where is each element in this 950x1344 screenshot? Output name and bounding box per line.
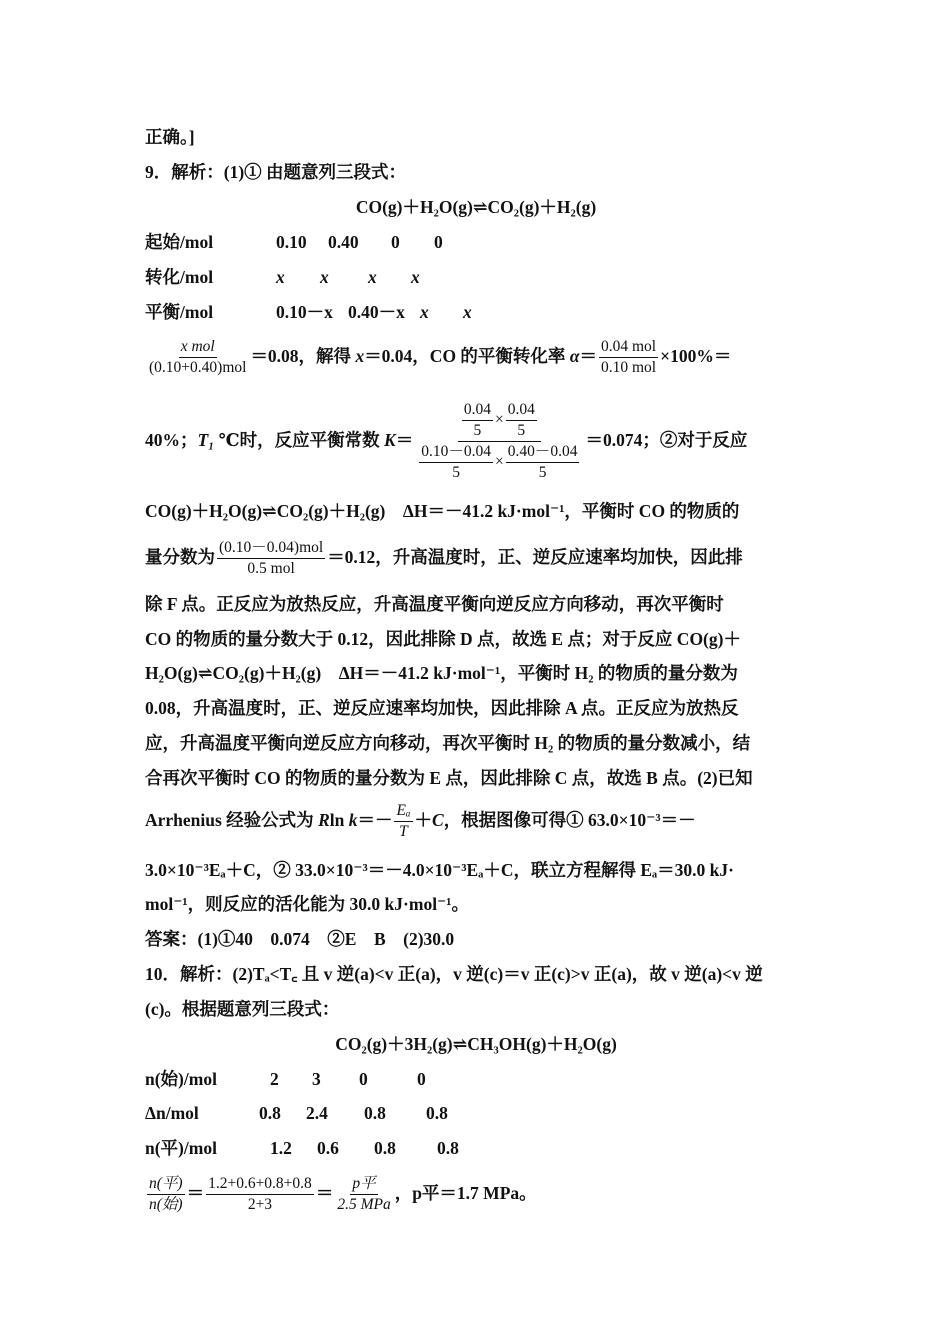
formula-line: Arrhenius 经验公式为 Rln k＝－ $\frac{\text{Eₐ}}{T}$ ＋C，根据图像可得① 63.0×10⁻³＝－	[145, 802, 696, 841]
fraction: $\frac{\text{Eₐ}}{T}$	[396, 802, 411, 841]
document-page: 正确。] 9．解析：(1)① 由题意列三段式： CO(g)＋H₂O(g)⇌CO₂(g)＋H₂(g) 起始/mol 0.10 0.40 0 0 转化/mol x x x x 平衡/mol 0.10－x 0.40－x x x $\frac{\text{x mol}}{\text{(0.10+0.40)mol}}$ ＝0.08，解得 x＝0.04，CO 的平衡转化率 α＝ $\frac{\text{0.04 mol}}{\text{0.10 mol}}$ ×100%＝ 40%；T₁ ℃时，反应平衡常数 K＝ $\frac{0.04}{5}$ × $\frac{0.04}{5}$ $\frac{0.10-0.04}{5}$ × $\frac{0.40-0.04}{5}$ ＝0.074；②对于反应 CO(g)＋H₂O(g)⇌CO₂(g)＋H₂(g) ΔH＝－41.2 kJ·mol⁻¹，平衡时 CO 的物质的 量分数为 $\frac{\text{(0.10－0.04)mol}}{\text{0.5 mol}}$ ＝0.12，升高温度时，正、逆反应速率均加快，因此排 除 F 点。正反应为放热反应，升高温度平衡向逆反应方向移动，再次平衡时 CO 的物质的量分数大于 0.12，因此排除 D 点，故选 E 点；对于反应 CO(g)＋ H₂O(g)⇌CO₂(g)＋H₂(g) ΔH＝－41.2 kJ·mol⁻¹，平衡时 H₂ 的物质的量分数为 0.08，升高温度时，正、逆反应速率均加快，因此排除 A 点。正反应为放热反 应，升高温度平衡向逆反应方向移动，再次平衡时 H₂ 的物质的量分数减小，结 合再次平衡时 CO 的物质的量分数为 E 点，因此排除 C 点，故选 B 点。(2)已知 Arrhenius 经验公式为 Rln k＝－ $\frac{\text{Eₐ}}{T}$ ＋C，根据图像可得① 63.0×10⁻³＝－ 3.0×10⁻³Eₐ＋C，② 33.0×10⁻³＝－4.0×10⁻³Eₐ＋C，联立方程解得 Eₐ＝30.0 kJ· mol⁻¹，则反应的活化能为 30.0 kJ·mol⁻¹。 答案：(1)①40 0.074 ②E B (2)30.0 10．解析：(2)Tₐ<T꜀ 且 v 逆(a)<v 正(a)，v 逆(c)＝v 正(c)>v 正(a)，故 v 逆(a)<v 逆 (c)。根据题意列三段式： CO₂(g)＋3H₂(g)⇌CH₃OH(g)＋H₂O(g) n(始)/mol 2 3 0 0 Δn/mol 0.8 2.4 0.8 0.8 n(平)/mol 1.2 0.6 0.8 0.8 $\frac{\text{n(平)}}{\text{n(始)}}$ ＝ $\frac{1.2+0.6+0.8+0.8}{2+3}$ ＝ $\frac{\text{p平}}{\text{2.5 MPa}}$ ，p平＝1.7 MPa。	[0, 0, 950, 1344]
text-line: 10．解析：(2)Tₐ<T꜀ 且 v 逆(a)<v 正(a)，v 逆(c)＝v 正(c)>v 正(a)，故 v 逆(a)<v 逆	[145, 964, 763, 984]
text-line: (c)。根据题意列三段式：	[145, 999, 340, 1019]
fraction: $\frac{\text{n(平)}}{\text{n(始)}}$	[149, 1175, 183, 1214]
text-line: 9．解析：(1)① 由题意列三段式：	[145, 162, 407, 182]
fraction: $\frac{\text{p平}}{\text{2.5 MPa}}$	[337, 1175, 391, 1214]
equilibrium-constant-fraction: $\frac{0.04}{5}$ × $\frac{0.04}{5}$ $\frac{0.10-0.04}{5}$ × $\frac{0.40-0.04}{5}$	[421, 401, 578, 482]
fraction: $\frac{1.2+0.6+0.8+0.8}{2+3}$	[208, 1175, 312, 1214]
text-line: CO(g)＋H₂O(g)⇌CO₂(g)＋H₂(g) ΔH＝－41.2 kJ·mol⁻¹，平衡时 CO 的物质的	[145, 501, 740, 521]
fraction: $\frac{\text{0.04 mol}}{\text{0.10 mol}}$	[601, 338, 657, 377]
text-line: 合再次平衡时 CO 的物质的量分数为 E 点，因此排除 C 点，故选 B 点。(2)已知	[145, 768, 753, 788]
text-line: mol⁻¹，则反应的活化能为 30.0 kJ·mol⁻¹。	[145, 894, 470, 914]
chemical-equation: CO(g)＋H₂O(g)⇌CO₂(g)＋H₂(g)	[355, 197, 597, 217]
text-line: H₂O(g)⇌CO₂(g)＋H₂(g) ΔH＝－41.2 kJ·mol⁻¹，平衡时 H₂ 的物质的量分数为	[145, 663, 738, 683]
fraction: $\frac{\text{x mol}}{\text{(0.10+0.40)mol}}$	[149, 338, 247, 377]
fraction: $\frac{\text{(0.10－0.04)mol}}{\text{0.5 mol}}$	[219, 539, 324, 578]
answer-line: 答案：(1)①40 0.074 ②E B (2)30.0	[145, 929, 455, 949]
chemical-equation: CO₂(g)＋3H₂(g)⇌CH₃OH(g)＋H₂O(g)	[335, 1034, 617, 1054]
formula-line: $\frac{\text{n(平)}}{\text{n(始)}}$ ＝ $\frac{1.2+0.6+0.8+0.8}{2+3}$ ＝ $\frac{\text{p平}}{\text{2.5 MPa}}$ ，p平＝1.7 MPa。	[149, 1175, 537, 1214]
formula-line: 40%；T₁ ℃时，反应平衡常数 K＝ $\frac{0.04}{5}$ × $\frac{0.04}{5}$ $\frac{0.10-0.04}{5}$ × $\frac{0.40-0.04}{5}$ ＝0.074；②对于反应	[145, 401, 748, 482]
formula-line: $\frac{\text{x mol}}{\text{(0.10+0.40)mol}}$ ＝0.08，解得 x＝0.04，CO 的平衡转化率 α＝ $\frac{\text{0.04 mol}}{\text{0.10 mol}}$ ×100%＝	[149, 338, 732, 377]
text-line: 正确。]	[145, 127, 195, 147]
text-line: 应，升高温度平衡向逆反应方向移动，再次平衡时 H₂ 的物质的量分数减小，结	[145, 733, 751, 753]
formula-line: 量分数为 $\frac{\text{(0.10－0.04)mol}}{\text{0.5 mol}}$ ＝0.12，升高温度时，正、逆反应速率均加快，因此排	[145, 539, 743, 578]
text-line: 3.0×10⁻³Eₐ＋C，② 33.0×10⁻³＝－4.0×10⁻³Eₐ＋C，联立方程解得 Eₐ＝30.0 kJ·	[145, 860, 734, 880]
text-line: 除 F 点。正反应为放热反应，升高温度平衡向逆反应方向移动，再次平衡时	[145, 594, 724, 614]
text-line: 0.08，升高温度时，正、逆反应速率均加快，因此排除 A 点。正反应为放热反	[145, 698, 739, 718]
text-line: CO 的物质的量分数大于 0.12，因此排除 D 点，故选 E 点；对于反应 CO(g)＋	[145, 629, 741, 649]
